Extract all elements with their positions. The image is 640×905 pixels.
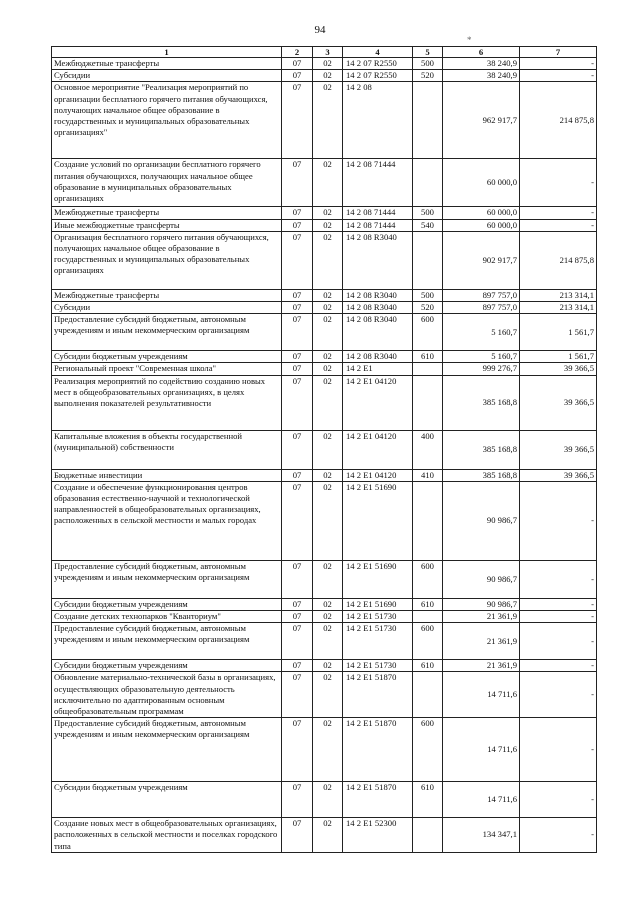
row-target-code: 14 2 07 R2550 (343, 70, 413, 82)
row-name: Субсидии (52, 302, 282, 314)
row-name: Создание новых мест в общеобразовательных организациях, расположенных в сельской местности и поселках городского типа (52, 818, 282, 853)
row-subsection: 02 (313, 481, 343, 560)
row-expense-type (413, 481, 443, 560)
row-target-code: 14 2 E1 51730 (343, 623, 413, 660)
row-target-code: 14 2 08 R3040 (343, 314, 413, 351)
row-amount-1: 902 917,7 (443, 231, 520, 289)
table-row (52, 58, 597, 70)
row-expense-type (413, 611, 443, 623)
row-section: 07 (282, 672, 313, 718)
row-amount-2: - (520, 718, 597, 782)
row-subsection: 02 (313, 219, 343, 231)
table-row (52, 302, 597, 314)
row-target-code: 14 2 E1 51730 (343, 611, 413, 623)
row-target-code: 14 2 E1 04120 (343, 375, 413, 430)
row-amount-1: 60 000,0 (443, 159, 520, 207)
row-amount-2: - (520, 611, 597, 623)
row-name: Создание условий по организации бесплатного горячего питания обучающихся, получающих начальное общее образование в муниципальных образовательных организациях (52, 159, 282, 207)
row-amount-1: 38 240,9 (443, 58, 520, 70)
row-expense-type: 610 (413, 782, 443, 818)
row-section: 07 (282, 375, 313, 430)
table-row (52, 231, 597, 289)
row-amount-2: 213 314,1 (520, 289, 597, 301)
row-expense-type (413, 375, 443, 430)
row-subsection: 02 (313, 82, 343, 159)
header-col-2: 2 (282, 47, 313, 58)
row-section: 07 (282, 314, 313, 351)
row-target-code: 14 2 08 71444 (343, 159, 413, 207)
table-row (52, 219, 597, 231)
row-name: Основное мероприятие "Реализация мероприятий по организации бесплатного горячего питания обучающихся, получающих начальное общее образование в государственных и муниципальных образовательных организациях" (52, 82, 282, 159)
row-amount-1: 385 168,8 (443, 430, 520, 469)
row-expense-type: 610 (413, 660, 443, 672)
row-amount-2: 214 875,8 (520, 82, 597, 159)
row-section: 07 (282, 58, 313, 70)
row-subsection: 02 (313, 623, 343, 660)
row-subsection: 02 (313, 611, 343, 623)
row-subsection: 02 (313, 302, 343, 314)
row-subsection: 02 (313, 289, 343, 301)
table-row (52, 481, 597, 560)
table-row (52, 818, 597, 853)
row-amount-2: - (520, 623, 597, 660)
header-col-3: 3 (313, 47, 343, 58)
row-subsection: 02 (313, 375, 343, 430)
row-amount-1: 14 711,6 (443, 782, 520, 818)
row-target-code: 14 2 E1 51690 (343, 481, 413, 560)
row-name: Создание и обеспечение функционирования центров образования естественно-научной и технологической направленностей в общеобразовательных организациях, расположенных в сельской местности и малых городах (52, 481, 282, 560)
row-target-code: 14 2 E1 52300 (343, 818, 413, 853)
row-amount-1: 999 276,7 (443, 363, 520, 375)
row-amount-1: 962 917,7 (443, 82, 520, 159)
row-expense-type: 600 (413, 718, 443, 782)
row-name: Иные межбюджетные трансферты (52, 219, 282, 231)
row-section: 07 (282, 481, 313, 560)
row-expense-type (413, 159, 443, 207)
row-section: 07 (282, 718, 313, 782)
row-amount-2: - (520, 782, 597, 818)
row-amount-1: 5 160,7 (443, 314, 520, 351)
row-expense-type: 600 (413, 314, 443, 351)
row-subsection: 02 (313, 351, 343, 363)
row-amount-1: 14 711,6 (443, 672, 520, 718)
budget-table (51, 46, 597, 853)
row-subsection: 02 (313, 718, 343, 782)
row-name: Реализация мероприятий по содействию созданию новых мест в общеобразовательных организациях, в целях выполнения показателей результативности (52, 375, 282, 430)
row-section: 07 (282, 560, 313, 598)
row-name: Межбюджетные трансферты (52, 58, 282, 70)
row-target-code: 14 2 08 R3040 (343, 351, 413, 363)
row-section: 07 (282, 611, 313, 623)
row-subsection: 02 (313, 672, 343, 718)
table-row (52, 351, 597, 363)
row-name: Субсидии бюджетным учреждениям (52, 782, 282, 818)
row-expense-type: 500 (413, 207, 443, 219)
row-amount-2: - (520, 207, 597, 219)
row-section: 07 (282, 598, 313, 610)
row-name: Организация бесплатного горячего питания обучающихся, получающих начальное общее образование в государственных и муниципальных образовательных организациях (52, 231, 282, 289)
table-row (52, 469, 597, 481)
row-section: 07 (282, 289, 313, 301)
row-subsection: 02 (313, 159, 343, 207)
row-expense-type: 540 (413, 219, 443, 231)
row-target-code: 14 2 07 R2550 (343, 58, 413, 70)
table-row (52, 70, 597, 82)
row-expense-type: 500 (413, 58, 443, 70)
table-row (52, 672, 597, 718)
row-section: 07 (282, 623, 313, 660)
table-row (52, 289, 597, 301)
table-row (52, 430, 597, 469)
row-section: 07 (282, 818, 313, 853)
row-name: Капитальные вложения в объекты государственной (муниципальной) собственности (52, 430, 282, 469)
row-name: Предоставление субсидий бюджетным, автономным учреждениям и иным некоммерческим организациям (52, 314, 282, 351)
row-subsection: 02 (313, 207, 343, 219)
row-amount-2: - (520, 818, 597, 853)
row-amount-1: 90 986,7 (443, 481, 520, 560)
page-number: 94 (314, 24, 326, 36)
row-amount-1: 897 757,0 (443, 302, 520, 314)
row-amount-2: - (520, 219, 597, 231)
row-name: Предоставление субсидий бюджетным, автономным учреждениям и иным некоммерческим организациям (52, 718, 282, 782)
row-target-code: 14 2 E1 (343, 363, 413, 375)
row-amount-2: 39 366,5 (520, 469, 597, 481)
row-target-code: 14 2 08 R3040 (343, 231, 413, 289)
row-amount-2: - (520, 672, 597, 718)
row-target-code: 14 2 E1 51690 (343, 560, 413, 598)
header-col-4: 4 (343, 47, 413, 58)
row-target-code: 14 2 E1 51870 (343, 718, 413, 782)
row-name: Субсидии (52, 70, 282, 82)
row-name: Субсидии бюджетным учреждениям (52, 351, 282, 363)
row-name: Региональный проект "Современная школа" (52, 363, 282, 375)
table-row (52, 159, 597, 207)
row-expense-type: 520 (413, 302, 443, 314)
row-expense-type: 500 (413, 289, 443, 301)
table-row (52, 598, 597, 610)
table-row (52, 207, 597, 219)
row-target-code: 14 2 E1 51730 (343, 660, 413, 672)
row-subsection: 02 (313, 560, 343, 598)
table-row (52, 611, 597, 623)
row-target-code: 14 2 08 (343, 82, 413, 159)
row-target-code: 14 2 E1 51870 (343, 672, 413, 718)
scan-mark: * (467, 35, 472, 45)
row-section: 07 (282, 207, 313, 219)
row-expense-type (413, 672, 443, 718)
header-col-5: 5 (413, 47, 443, 58)
table-row (52, 363, 597, 375)
row-amount-2: 39 366,5 (520, 363, 597, 375)
row-expense-type (413, 363, 443, 375)
row-amount-2: - (520, 159, 597, 207)
table-row (52, 718, 597, 782)
row-expense-type: 520 (413, 70, 443, 82)
row-amount-1: 21 361,9 (443, 660, 520, 672)
row-subsection: 02 (313, 818, 343, 853)
row-amount-1: 60 000,0 (443, 207, 520, 219)
row-target-code: 14 2 E1 04120 (343, 430, 413, 469)
header-col-6: 6 (443, 47, 520, 58)
table-row (52, 660, 597, 672)
row-amount-1: 5 160,7 (443, 351, 520, 363)
row-subsection: 02 (313, 660, 343, 672)
row-amount-2: 39 366,5 (520, 375, 597, 430)
row-amount-2: - (520, 660, 597, 672)
row-section: 07 (282, 231, 313, 289)
row-target-code: 14 2 E1 51870 (343, 782, 413, 818)
table-row (52, 560, 597, 598)
row-target-code: 14 2 E1 51690 (343, 598, 413, 610)
row-expense-type: 600 (413, 560, 443, 598)
row-target-code: 14 2 08 R3040 (343, 289, 413, 301)
table-row (52, 623, 597, 660)
row-amount-2: 213 314,1 (520, 302, 597, 314)
row-name: Предоставление субсидий бюджетным, автономным учреждениям и иным некоммерческим организациям (52, 560, 282, 598)
row-name: Межбюджетные трансферты (52, 207, 282, 219)
table-header-row (52, 47, 597, 58)
row-expense-type: 400 (413, 430, 443, 469)
row-amount-1: 21 361,9 (443, 623, 520, 660)
row-target-code: 14 2 08 71444 (343, 207, 413, 219)
row-target-code: 14 2 08 71444 (343, 219, 413, 231)
row-amount-2: 1 561,7 (520, 351, 597, 363)
table-row (52, 782, 597, 818)
row-amount-2: 39 366,5 (520, 430, 597, 469)
row-expense-type: 610 (413, 598, 443, 610)
row-amount-1: 897 757,0 (443, 289, 520, 301)
row-amount-1: 90 986,7 (443, 560, 520, 598)
row-section: 07 (282, 82, 313, 159)
row-name: Бюджетные инвестиции (52, 469, 282, 481)
row-expense-type: 410 (413, 469, 443, 481)
row-expense-type: 610 (413, 351, 443, 363)
row-name: Субсидии бюджетным учреждениям (52, 598, 282, 610)
row-section: 07 (282, 469, 313, 481)
row-subsection: 02 (313, 363, 343, 375)
row-amount-2: - (520, 481, 597, 560)
row-subsection: 02 (313, 598, 343, 610)
row-name: Субсидии бюджетным учреждениям (52, 660, 282, 672)
row-subsection: 02 (313, 70, 343, 82)
row-amount-1: 14 711,6 (443, 718, 520, 782)
row-amount-2: - (520, 70, 597, 82)
row-amount-2: - (520, 598, 597, 610)
row-amount-2: - (520, 58, 597, 70)
row-subsection: 02 (313, 469, 343, 481)
row-subsection: 02 (313, 430, 343, 469)
row-subsection: 02 (313, 782, 343, 818)
row-amount-1: 21 361,9 (443, 611, 520, 623)
header-col-1: 1 (52, 47, 282, 58)
header-col-7: 7 (520, 47, 597, 58)
table-row (52, 314, 597, 351)
row-amount-1: 385 168,8 (443, 469, 520, 481)
row-section: 07 (282, 363, 313, 375)
row-expense-type (413, 231, 443, 289)
row-target-code: 14 2 08 R3040 (343, 302, 413, 314)
row-section: 07 (282, 660, 313, 672)
row-target-code: 14 2 E1 04120 (343, 469, 413, 481)
row-name: Создание детских технопарков "Кванториум" (52, 611, 282, 623)
row-amount-2: 214 875,8 (520, 231, 597, 289)
row-amount-1: 385 168,8 (443, 375, 520, 430)
row-name: Межбюджетные трансферты (52, 289, 282, 301)
row-section: 07 (282, 219, 313, 231)
row-section: 07 (282, 302, 313, 314)
row-section: 07 (282, 430, 313, 469)
row-amount-2: 1 561,7 (520, 314, 597, 351)
row-amount-1: 134 347,1 (443, 818, 520, 853)
row-expense-type (413, 82, 443, 159)
row-section: 07 (282, 70, 313, 82)
row-amount-2: - (520, 560, 597, 598)
row-section: 07 (282, 782, 313, 818)
row-amount-1: 60 000,0 (443, 219, 520, 231)
row-subsection: 02 (313, 314, 343, 351)
row-expense-type (413, 818, 443, 853)
row-name: Обновление материально-технической базы в организациях, осуществляющих образовательную деятельность исключительно по адаптированным основным общеобразовательным программам (52, 672, 282, 718)
row-expense-type: 600 (413, 623, 443, 660)
row-subsection: 02 (313, 58, 343, 70)
row-amount-1: 90 986,7 (443, 598, 520, 610)
row-amount-1: 38 240,9 (443, 70, 520, 82)
table-row (52, 82, 597, 159)
row-subsection: 02 (313, 231, 343, 289)
table-row (52, 375, 597, 430)
row-section: 07 (282, 159, 313, 207)
row-section: 07 (282, 351, 313, 363)
row-name: Предоставление субсидий бюджетным, автономным учреждениям и иным некоммерческим организациям (52, 623, 282, 660)
